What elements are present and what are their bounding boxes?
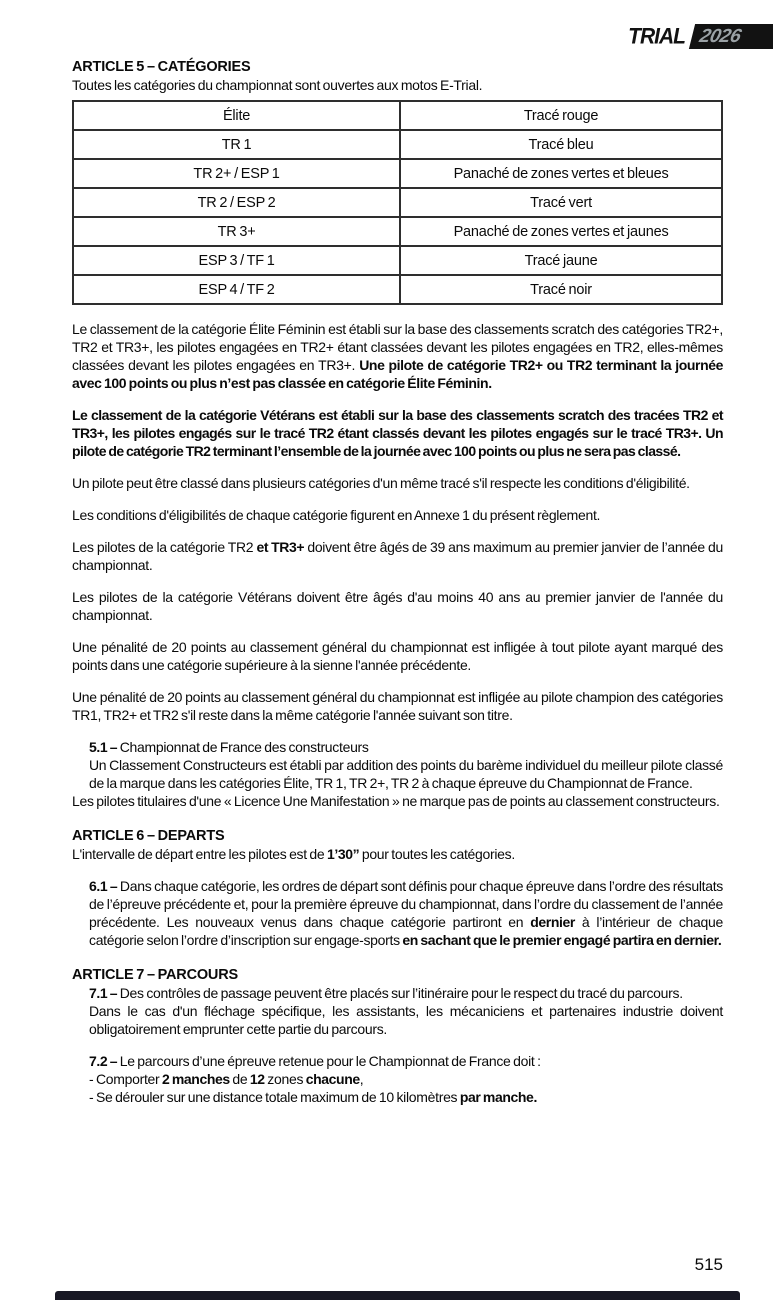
article-6-intro: L'intervalle de départ entre les pilotes est de 1’30” pour toutes les catégories.	[72, 846, 515, 862]
article-6-title: ARTICLE 6 – DEPARTS	[72, 828, 225, 844]
page-number: 515	[694, 1255, 723, 1274]
paragraph-elite-feminin: Le classement de la catégorie Élite Féminin est établi sur la base des classements scratch des catégories TR2+, TR2 et TR3+, les pilotes engagées en TR2+ étant classées devant les pilotes engagées en TR2, elles-mêmes classées devant les pilotes engagées en TR3+. Une pilote de catégorie TR2+ ou TR2 terminant la journée avec 100 points ou plus n’est pas classée en catégorie Élite Féminin.	[72, 321, 723, 391]
table-row	[73, 246, 722, 275]
paragraph-age-veterans: Les pilotes de la catégorie Vétérans doivent être âgés d'au moins 40 ans au premier janvier de l'année du championnat.	[72, 589, 723, 623]
footer-rule	[55, 1291, 740, 1300]
section-7-2-item-2: - Se dérouler sur une distance totale maximum de 10 kilomètres par manche.	[89, 1089, 537, 1105]
section-7-2-item-1: - Comporter 2 manches de 12 zones chacune,	[89, 1071, 364, 1087]
table-row	[73, 217, 722, 246]
table-row	[73, 275, 722, 304]
article-5-intro: Toutes les catégories du championnat sont ouvertes aux motos E-Trial.	[72, 77, 483, 93]
table-cell-trace: Tracé noir	[400, 275, 722, 304]
table-row	[73, 101, 722, 130]
logo-brand-text: TRIAL	[628, 23, 685, 49]
logo-year-badge	[689, 24, 773, 49]
table-cell-trace: Panaché de zones vertes et jaunes	[400, 217, 722, 246]
paragraph-age-tr2: Les pilotes de la catégorie TR2 et TR3+ doivent être âgés de 39 ans maximum au premier janvier de l’année du championnat.	[72, 539, 723, 573]
table-cell-category: ESP 3 / TF 1	[73, 246, 400, 275]
table-cell-category: ESP 4 / TF 2	[73, 275, 400, 304]
table-cell-category: TR 1	[73, 130, 400, 159]
table-cell-trace: Tracé vert	[400, 188, 722, 217]
section-6-1: 6.1 – Dans chaque catégorie, les ordres de départ sont définis pour chaque épreuve dans l’ordre des résultats de l’épreuve précédente et, pour la première épreuve du championnat, dans l’ordre du classement de l’année précédente. Les nouveaux venus dans chaque catégorie partiront en dernier à l’intérieur de chaque catégorie selon l’ordre d’inscription sur engage-sports en sachant que le premier engagé partira en dernier.	[89, 878, 724, 948]
paragraph-penalite-1: Une pénalité de 20 points au classement général du championnat est infligée à tout pilote ayant marqué des points dans une catégorie supérieure à la sienne l'année précédente.	[72, 639, 723, 673]
table-cell-trace: Tracé rouge	[400, 101, 722, 130]
article-7-title: ARTICLE 7 – PARCOURS	[72, 967, 238, 983]
paragraph-penalite-2: Une pénalité de 20 points au classement général du championnat est infligée au pilote champion des catégories TR1, TR2+ et TR2 s'il reste dans la même catégorie l'année suivant son titre.	[72, 689, 723, 723]
logo-year-text: 2026	[697, 25, 744, 47]
article-5-title: ARTICLE 5 – CATÉGORIES	[72, 59, 251, 75]
table-cell-category: TR 3+	[73, 217, 400, 246]
table-cell-trace: Tracé bleu	[400, 130, 722, 159]
trial-2026-logo	[628, 24, 773, 49]
table-row	[73, 159, 722, 188]
table-cell-category: Élite	[73, 101, 400, 130]
table-cell-trace: Tracé jaune	[400, 246, 722, 275]
table-cell-category: TR 2 / ESP 2	[73, 188, 400, 217]
categories-table	[72, 100, 723, 305]
table-cell-trace: Panaché de zones vertes et bleues	[400, 159, 722, 188]
paragraph-annexe: Les conditions d'éligibilités de chaque catégorie figurent en Annexe 1 du présent règlement.	[72, 507, 601, 523]
section-5-1-body: Un Classement Constructeurs est établi par addition des points du barème individuel du meilleur pilote classé de la marque dans les catégories Élite, TR 1, TR 2+, TR 2 à chaque épreuve du Championnat de France.	[89, 757, 723, 791]
table-row	[73, 188, 722, 217]
section-5-1: 5.1 – Championnat de France des constructeurs Un Classement Constructeurs est établi par addition des points du barème individuel du meilleur pilote classé de la marque dans les catégories Élite, TR 1, TR 2+, TR 2 à chaque épreuve du Championnat de France.	[89, 739, 723, 791]
section-5-1-tail: Les pilotes titulaires d'une « Licence Une Manifestation » ne marque pas de points au classement constructeurs.	[72, 793, 720, 809]
section-7-1-extra: Dans le cas d'un fléchage spécifique, les assistants, les mécaniciens et partenaires industrie doivent obligatoirement emprunter cette partie du parcours.	[89, 1003, 723, 1037]
section-7-2: 7.2 – Le parcours d’une épreuve retenue pour le Championnat de France doit : - Comporter 2 manches de 12 zones chacune, - Se dérouler sur une distance totale maximum de 10 kilomètres par manche.	[89, 1053, 541, 1105]
paragraph-veterans: Le classement de la catégorie Vétérans est établi sur la base des classements scratch des tracées TR2 et TR3+, les pilotes engagés sur le tracé TR2 étant classés devant les pilotes engagés sur le tracé TR3+. Un pilote de catégorie TR2 terminant l’ensemble de la journée avec 100 points ou plus ne sera pas classé.	[72, 407, 723, 459]
paragraph-eligibilite: Un pilote peut être classé dans plusieurs catégories d'un même tracé s'il respecte les conditions d'éligibilité.	[72, 475, 690, 491]
page-content	[72, 58, 723, 1120]
table-row	[73, 130, 722, 159]
section-7-1: 7.1 – Des contrôles de passage peuvent être placés sur l’itinéraire pour le respect du tracé du parcours. Dans le cas d'un fléchage spécifique, les assistants, les mécaniciens et partenaires industrie doivent obligatoirement emprunter cette partie du parcours.	[89, 985, 723, 1037]
table-cell-category: TR 2+ / ESP 1	[73, 159, 400, 188]
